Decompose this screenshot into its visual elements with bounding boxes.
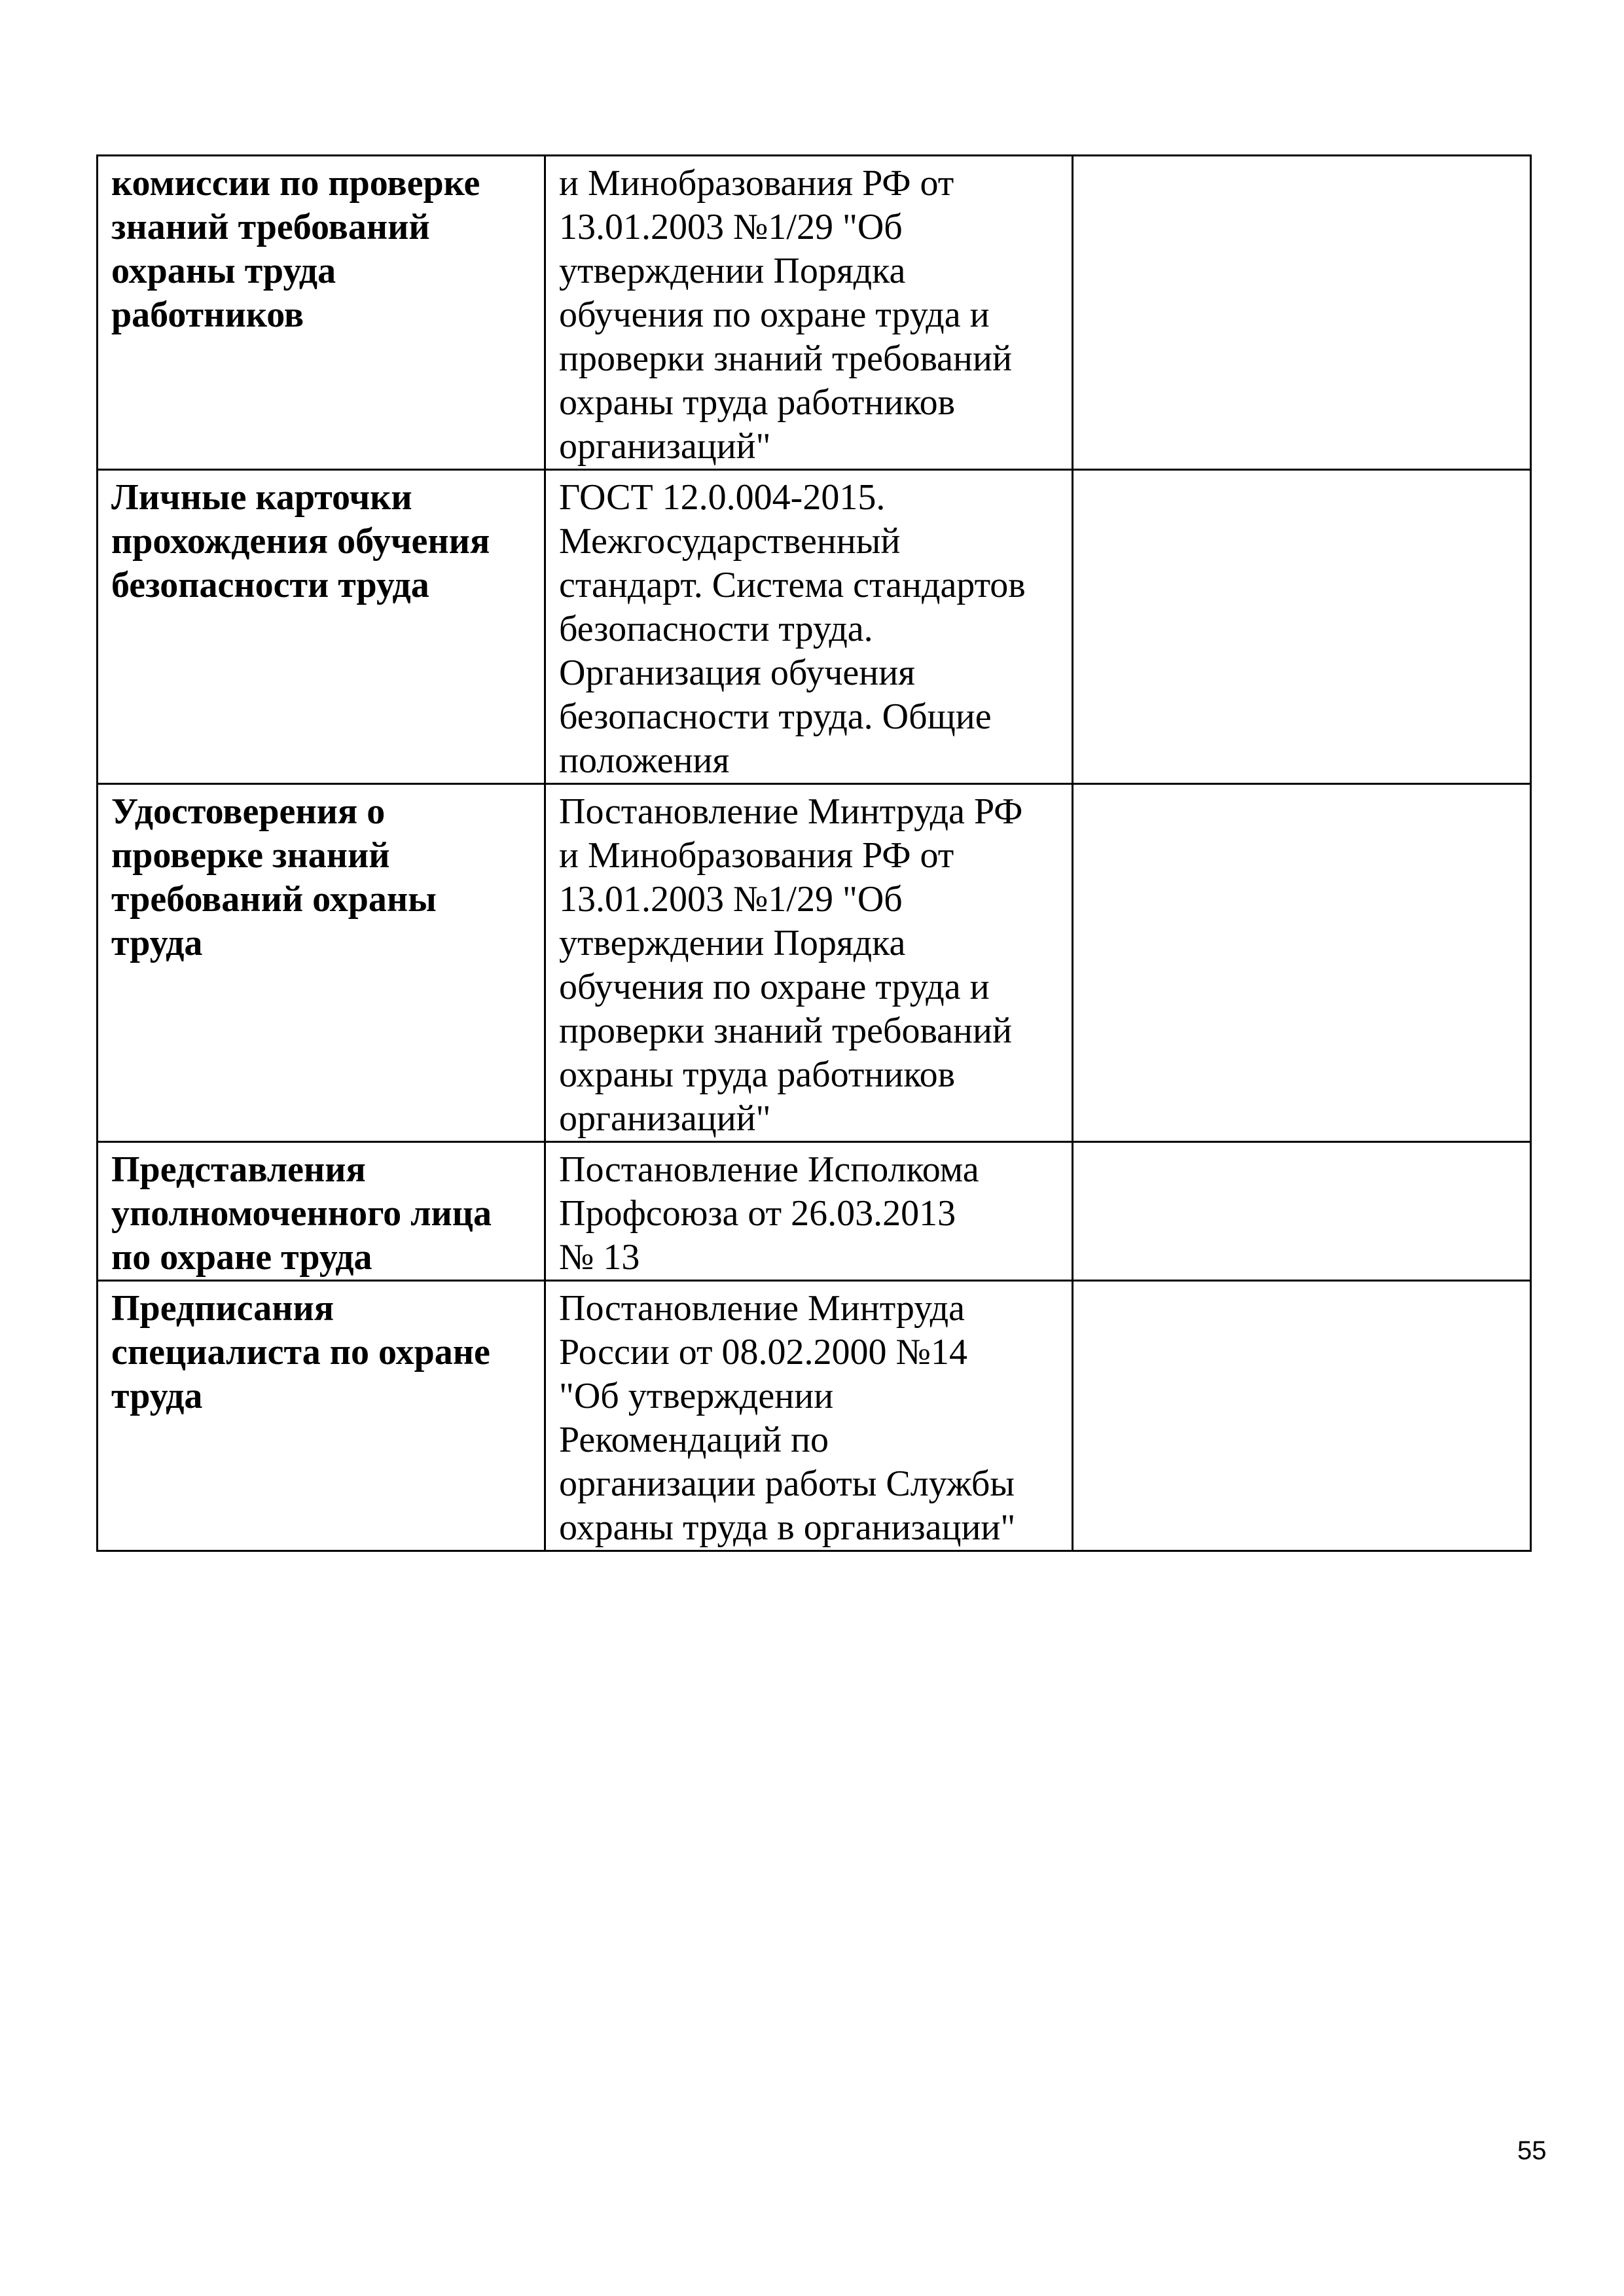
legal-basis-text: Постановление Исполкома Профсоюза от 26.03.2013 № 13 (559, 1149, 979, 1278)
legal-basis-cell (545, 470, 1073, 784)
legal-basis-text: и Минобразования РФ от 13.01.2003 №1/29 "Об утверждении Порядка обучения по охране труда и проверки знаний требований охраны труда работников организаций" (559, 163, 1012, 467)
document-name-text: Личные карточки прохождения обучения безопасности труда (111, 477, 490, 605)
table-row (98, 470, 1531, 784)
document-name-cell (98, 1281, 545, 1551)
document-name-cell (98, 470, 545, 784)
legal-basis-cell (545, 1142, 1073, 1281)
legal-basis-text: Постановление Минтруда РФ и Минобразования РФ от 13.01.2003 №1/29 "Об утверждении Порядка обучения по охране труда и проверки знаний требований охраны труда работников организаций" (559, 791, 1023, 1139)
table-row (98, 1142, 1531, 1281)
note-cell (1073, 470, 1531, 784)
note-cell (1073, 1281, 1531, 1551)
document-name-cell (98, 156, 545, 470)
legal-basis-cell (545, 784, 1073, 1142)
legal-basis-text: Постановление Минтруда России от 08.02.2000 №14 "Об утверждении Рекомендаций по организации работы Службы охраны труда в организации" (559, 1288, 1016, 1548)
document-name-cell (98, 1142, 545, 1281)
document-name-cell (98, 784, 545, 1142)
table-row (98, 784, 1531, 1142)
document-name-text: комиссии по проверке знаний требований охраны труда работников (111, 163, 480, 335)
document-name-text: Представления уполномоченного лица по охране труда (111, 1149, 492, 1278)
table-row (98, 1281, 1531, 1551)
legal-basis-text: ГОСТ 12.0.004-2015. Межгосударственный стандарт. Система стандартов безопасности труда. Организация обучения безопасности труда. Общие положения (559, 477, 1026, 781)
note-cell (1073, 156, 1531, 470)
note-cell (1073, 784, 1531, 1142)
legal-basis-cell (545, 156, 1073, 470)
document-name-text: Предписания специалиста по охране труда (111, 1288, 490, 1416)
document-table (96, 154, 1532, 1552)
table-row (98, 156, 1531, 470)
page-number: 55 (1517, 2136, 1547, 2165)
legal-basis-cell (545, 1281, 1073, 1551)
note-cell (1073, 1142, 1531, 1281)
document-name-text: Удостоверения о проверке знаний требований охраны труда (111, 791, 437, 963)
